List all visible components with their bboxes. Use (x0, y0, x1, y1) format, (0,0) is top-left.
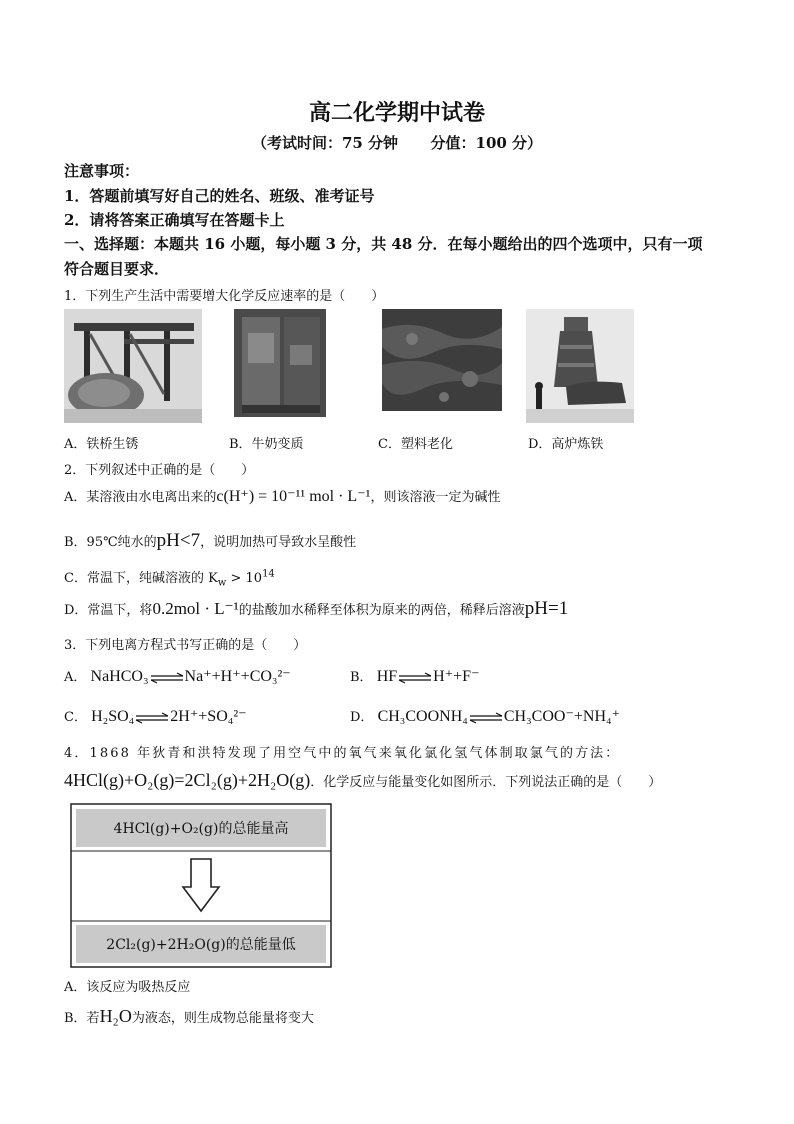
q2-option-d: D．常温下，将0.2mol · L⁻¹的盐酸加水稀释至体积为原来的两倍，稀释后溶液pH=1 (64, 598, 569, 619)
equilibrium-arrow-icon (398, 672, 432, 684)
q4-option-a: A．该反应为吸热反应 (64, 980, 191, 995)
blast-furnace-photo (526, 309, 634, 423)
diagram-bottom-label: 2Cl₂(g)+2H₂O(g)的总能量低 (106, 937, 296, 953)
section-heading-line2: 符合题目要求． (64, 260, 170, 278)
q1-photo-strip (64, 309, 634, 423)
q2-option-a: A．某溶液由水电离出来的c(H⁺) = 10⁻¹¹ mol · L⁻¹，则该溶液一定为碱性 (64, 488, 501, 505)
q4-b-formula: H₂O (99, 1006, 132, 1026)
q1-option-d: D．高炉炼铁 (528, 437, 604, 452)
aged-plastic-photo (382, 309, 502, 423)
q4-option-b: B．若H₂O为液态，则生成物总能量将变大 (64, 1006, 314, 1026)
diagram-top-label: 4HCl(g)+O₂(g)的总能量高 (113, 821, 289, 837)
q1-stem: 1．下列生产生活中需要增大化学反应速率的是（ ） (64, 289, 385, 304)
q3-stem: 3．下列电离方程式书写正确的是（ ） (64, 638, 307, 653)
q4-equation: 4HCl(g)+O₂(g)=2Cl₂(g)+2H₂O(g) (64, 770, 311, 790)
q4-stem-line2: 4HCl(g)+O₂(g)=2Cl₂(g)+2H₂O(g)．化学反应与能量变化如图所示．下列说法正确的是（ ） (64, 770, 662, 790)
q1-option-a: A．铁桥生锈 (64, 437, 139, 452)
q2-b-formula: pH<7 (156, 530, 201, 551)
q3-option-a: A． NaHCO₃ Na⁺+H⁺+CO₃²⁻ (64, 668, 291, 685)
down-arrow-icon (181, 857, 221, 915)
q2-d-formula: 0.2mol · L⁻¹ (152, 599, 239, 618)
page-title: 高二化学期中试卷 (308, 100, 485, 126)
notes-heading: 注意事项： (64, 162, 140, 180)
exam-time: （考试时间：75 分钟 (251, 134, 399, 152)
q1-option-c: C．塑料老化 (378, 437, 453, 452)
equilibrium-arrow-icon (135, 712, 169, 724)
q2-option-c: C．常温下，纯碱溶液的 $K_w > 10^{14}$ (64, 568, 275, 589)
q2-a-formula: c(H⁺) = 10⁻¹¹ mol · L⁻¹ (216, 488, 371, 505)
q2-stem: 2．下列叙述中正确的是（ ） (64, 463, 255, 478)
exam-score: 分值：100 分） (430, 134, 543, 152)
spoiled-milk-photo (234, 309, 326, 423)
q4-stem-line1: 4．1868 年狄青和洪特发现了用空气中的氧气来氧化氯化氢气体制取氯气的方法： (64, 746, 621, 761)
notes-item-2: 2．请将答案正确填写在答题卡上 (64, 211, 285, 229)
q3-option-c: C． H₂SO₄ 2H⁺+SO₄²⁻ (64, 708, 247, 725)
equilibrium-arrow-icon (150, 672, 184, 684)
q3-option-d: D． CH₃COONH₄ CH₃COO⁻+NH₄⁺ (350, 708, 621, 725)
energy-diagram (70, 803, 332, 968)
rusty-bridge-photo (64, 309, 202, 423)
q3-option-b: B． HF H⁺+F⁻ (350, 668, 480, 685)
q1-option-b: B．牛奶变质 (229, 437, 304, 452)
section-heading-line1: 一、选择题：本题共 16 小题，每小题 3 分，共 48 分．在每小题给出的四个选项中，只有一项 (64, 235, 703, 253)
notes-item-1: 1．答题前填写好自己的姓名、班级、准考证号 (64, 187, 375, 205)
q2-option-b: B．95℃纯水的pH<7，说明加热可导致水呈酸性 (64, 530, 357, 551)
exam-info (0, 132, 794, 153)
q2-d-formula2: pH=1 (524, 598, 569, 619)
equilibrium-arrow-icon (469, 712, 503, 724)
